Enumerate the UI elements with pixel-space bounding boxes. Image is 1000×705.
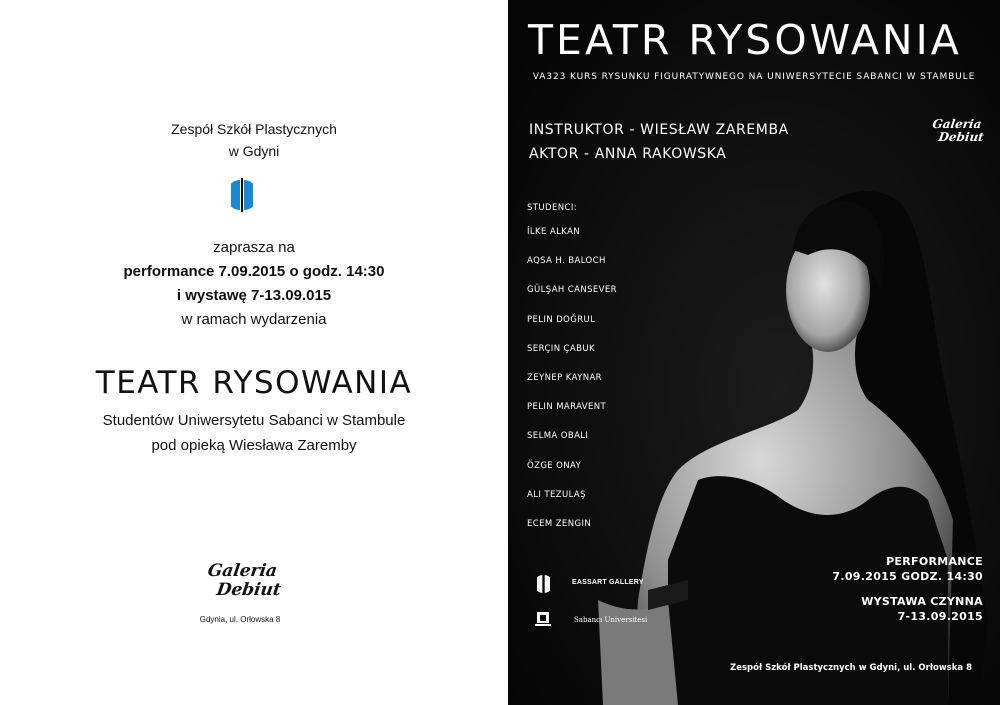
student-name: AQSA H. BALOCH: [527, 256, 606, 267]
student-name: ZEYNEP KAYNAR: [527, 372, 602, 383]
student-name: ECEM ZENGIN: [527, 518, 592, 529]
university-crest-icon: [534, 610, 552, 628]
student-list: [527, 203, 617, 548]
event-title: TEATR RYSOWANIA: [95, 365, 413, 401]
student-name: GÜLŞAH CANSEVER: [527, 285, 617, 296]
galeria-debiut-logo-small: [924, 118, 988, 144]
galeria-small-line1: Galeria: [931, 117, 983, 131]
sabanci-university-logo: Sabancı Universitesi: [574, 616, 648, 624]
credits: [529, 118, 789, 166]
student-name: PELIN MARAVENT: [527, 402, 607, 413]
poster-panel: [508, 0, 1000, 705]
subtitle-line2: pod opieką Wiesława Zaremby: [151, 437, 357, 454]
invite-exhibition: i wystawę 7-13.09.015: [176, 287, 332, 304]
student-name: ÖZGE ONAY: [527, 460, 582, 471]
subtitle-line1: Studentów Uniwersytetu Sabanci w Stambule: [102, 412, 406, 429]
exhibition-label: WYSTAWA CZYNNA: [861, 595, 983, 608]
exhibition-date: 7-13.09.2015: [897, 610, 983, 623]
student-name: İLKE ALKAN: [527, 227, 581, 237]
sponsor-logos: [532, 574, 648, 634]
performance-date: 7.09.2015 GODZ. 14:30: [832, 570, 983, 583]
performance-label: PERFORMANCE: [886, 555, 983, 568]
galeria-debiut-logo: [193, 562, 288, 600]
school-logo-small-icon: [537, 574, 550, 594]
school-name: [0, 118, 508, 162]
school-logo-icon: [231, 178, 253, 212]
student-name: SELMA OBALI: [527, 431, 589, 442]
gallery-address: Gdynia, ul. Orłowska 8: [199, 615, 281, 624]
actor-credit: AKTOR - ANNA RAKOWSKA: [529, 146, 727, 162]
student-name: ALI TEZULAŞ: [527, 489, 586, 500]
school-name-line1: Zespół Szkół Plastycznych: [171, 121, 337, 137]
course-line: VA323 KURS RYSUNKU FIGURATYWNEGO NA UNIWERSYTECIE SABANCI W STAMBULE: [532, 72, 976, 82]
student-name: SERÇIN ÇABUK: [527, 343, 595, 354]
invite-performance: performance 7.09.2015 o godz. 14:30: [123, 263, 385, 280]
school-address: Zespół Szkół Plastycznych w Gdyni, ul. Orłowska 8: [730, 663, 972, 673]
eassart-gallery-logo: EASSART GALLERY: [572, 579, 644, 586]
invite-line4: w ramach wydarzenia: [181, 311, 327, 328]
poster-title: TEATR RYSOWANIA: [528, 16, 962, 64]
galeria-logo-line1: Galeria: [206, 561, 279, 581]
galeria-logo-line2: Debiut: [215, 580, 283, 600]
invitation-text: [0, 236, 508, 332]
instructor-credit: INSTRUKTOR - WIESŁAW ZAREMBA: [529, 122, 789, 138]
event-subtitle: [0, 408, 508, 458]
galeria-small-line2: Debiut: [937, 130, 985, 144]
invite-line1: zaprasza na: [213, 239, 295, 256]
school-name-line2: w Gdyni: [228, 143, 280, 159]
event-dates: [832, 554, 983, 624]
students-header: STUDENCI:: [527, 203, 577, 213]
student-name: PELIN DOĞRUL: [527, 314, 596, 325]
